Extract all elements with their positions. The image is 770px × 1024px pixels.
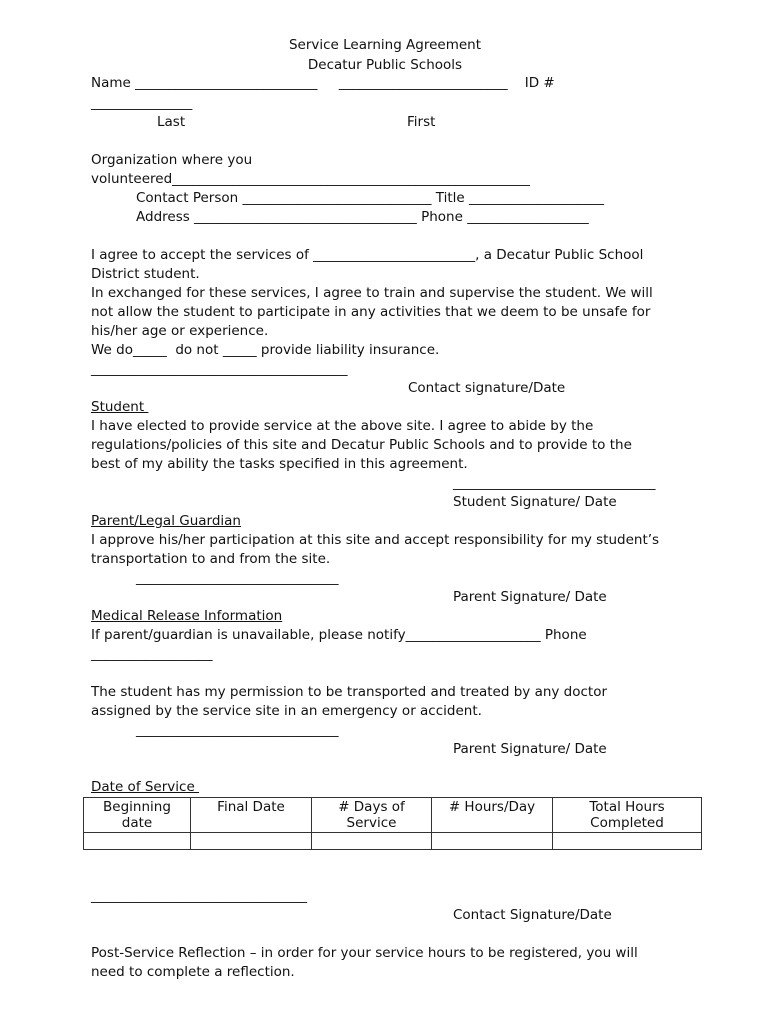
reflection-line: need to complete a reflection. <box>91 964 295 980</box>
reflection-line: Post-Service Reflection – in order for your service hours to be registered, you will <box>91 945 638 961</box>
agreement-paragraph-line: I agree to accept the services of ________________________, a Decatur Public School <box>91 247 644 263</box>
total-hours-cell[interactable] <box>553 833 702 850</box>
final-date-header: Final Date <box>191 798 312 833</box>
agreement-paragraph-line: In exchanged for these services, I agree to train and supervise the student. We will <box>91 285 653 301</box>
hours-per-day-cell[interactable] <box>432 833 553 850</box>
parent-paragraph-line: transportation to and from the site. <box>91 551 331 567</box>
date-of-service-table <box>83 797 702 850</box>
address-phone-line: Address _________________________________ Phone __________________ <box>136 209 589 225</box>
organization-blank-line: volunteered_____________________________________________________ <box>91 171 530 187</box>
last-name-label: Last <box>157 114 186 130</box>
parent-signature-line: ______________________________ <box>136 570 339 586</box>
student-paragraph-line: best of my ability the tasks specified in this agreement. <box>91 456 468 472</box>
agreement-paragraph-line: his/her age or experience. <box>91 323 269 339</box>
id-blank-line: _______________ <box>91 95 193 111</box>
final-contact-signature-label: Contact Signature/Date <box>453 907 612 923</box>
contact-signature-label: Contact signature/Date <box>408 380 566 396</box>
agreement-paragraph-line: not allow the student to participate in any activities that we deem to be unsafe for <box>91 304 651 320</box>
first-name-label: First <box>407 114 436 130</box>
parent-guardian-heading: Parent/Legal Guardian <box>91 513 241 529</box>
document-title: Service Learning Agreement <box>288 37 482 53</box>
contact-signature-line: ______________________________________ <box>91 361 348 377</box>
final-contact-signature-line: ________________________________ <box>91 888 307 904</box>
student-paragraph-line: regulations/policies of this site and Decatur Public Schools and to provide to the <box>91 437 632 453</box>
medical-release-heading: Medical Release Information <box>91 608 283 624</box>
student-signature-line: ______________________________ <box>453 475 656 491</box>
agreement-paragraph-line: District student. <box>91 266 200 282</box>
name-id-line: Name ___________________________ _________________________ ID # <box>91 75 555 91</box>
contact-person-title-line: Contact Person ____________________________ Title ____________________ <box>136 190 604 206</box>
medical-parent-signature-label: Parent Signature/ Date <box>453 741 607 757</box>
document-subtitle: Decatur Public Schools <box>307 57 463 73</box>
emergency-phone-blank: __________________ <box>91 646 213 662</box>
beginning-date-cell[interactable] <box>84 833 191 850</box>
parent-signature-label: Parent Signature/ Date <box>453 589 607 605</box>
student-paragraph-line: I have elected to provide service at the above site. I agree to abide by the <box>91 418 594 434</box>
parent-paragraph-line: I approve his/her participation at this site and accept responsibility for my student’s <box>91 532 660 548</box>
medical-paragraph-line: assigned by the service site in an emergency or accident. <box>91 703 482 719</box>
days-of-service-cell[interactable] <box>312 833 432 850</box>
total-hours-header: Total Hours Completed <box>553 798 702 833</box>
table-row <box>84 833 702 850</box>
organization-label: Organization where you <box>91 152 253 168</box>
medical-paragraph-line: The student has my permission to be transported and treated by any doctor <box>91 684 608 700</box>
emergency-notify-line: If parent/guardian is unavailable, please notify____________________ Phone <box>91 627 587 643</box>
medical-parent-signature-line: ______________________________ <box>136 722 339 738</box>
days-of-service-header: # Days of Service <box>312 798 432 833</box>
final-date-cell[interactable] <box>191 833 312 850</box>
hours-per-day-header: # Hours/Day <box>432 798 553 833</box>
student-heading: Student <box>91 399 149 415</box>
beginning-date-header: Beginning date <box>84 798 191 833</box>
date-of-service-heading: Date of Service <box>91 779 200 795</box>
student-signature-label: Student Signature/ Date <box>453 494 617 510</box>
table-header-row <box>84 798 702 833</box>
liability-insurance-line: We do_____ do not _____ provide liability insurance. <box>91 342 440 358</box>
